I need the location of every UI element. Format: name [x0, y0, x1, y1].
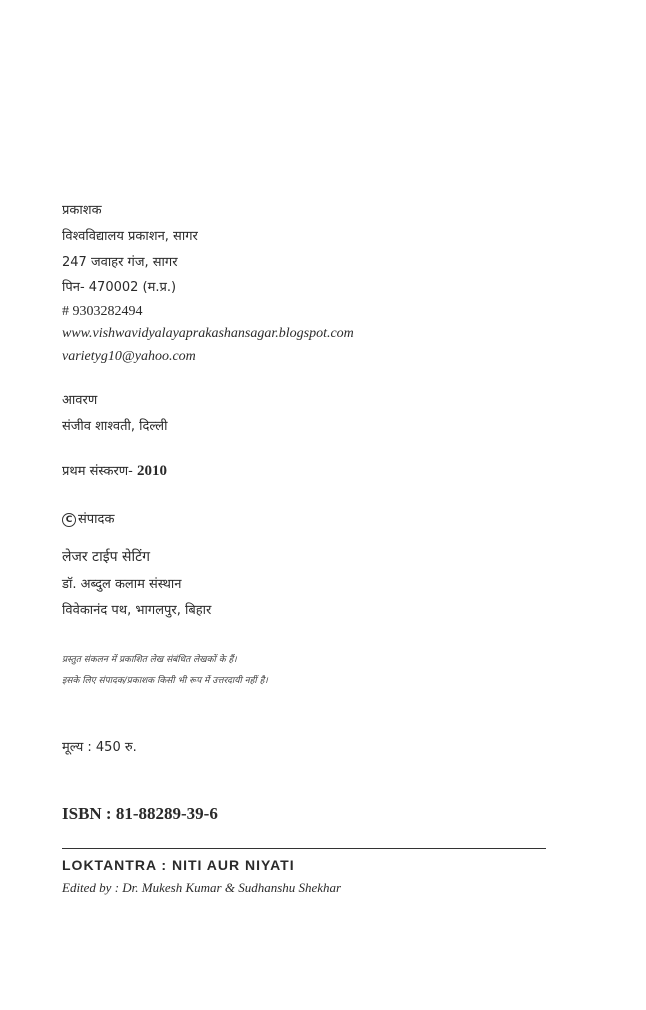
price: मूल्य : 450 रु.	[62, 740, 137, 755]
disclaimer-line-1: प्रस्तुत संकलन में प्रकाशित लेख संबंधित लेखकों के हैं।	[62, 655, 237, 665]
typesetting-name: डॉ. अब्दुल कलाम संस्थान	[62, 577, 182, 592]
publisher-website: www.vishwavidyalayaprakashansagar.blogspot.com	[62, 326, 354, 341]
publisher-name: विश्वविद्यालय प्रकाशन, सागर	[62, 229, 198, 244]
typesetting-address: विवेकानंद पथ, भागलपुर, बिहार	[62, 603, 212, 618]
publisher-phone: # 9303282494	[62, 304, 143, 319]
edition-line	[62, 463, 167, 480]
copyright-icon: C	[62, 513, 76, 527]
copyright-line	[62, 512, 114, 528]
publisher-heading: प्रकाशक	[62, 203, 102, 218]
cover-heading: आवरण	[62, 393, 98, 408]
publisher-address: 247 जवाहर गंज, सागर	[62, 255, 178, 270]
isbn: ISBN : 81-88289-39-6	[62, 804, 218, 823]
disclaimer-line-2: इसके लिए संपादक/प्रकाशक किसी भी रूप में उत्तरदायी नहीं है।	[62, 676, 268, 686]
publisher-email: varietyg10@yahoo.com	[62, 349, 196, 364]
edition-label: प्रथम संस्करण-	[62, 464, 133, 479]
edition-year: 2010	[137, 463, 167, 479]
publisher-pin: पिन- 470002 (म.प्र.)	[62, 280, 177, 295]
copyright-holder: संपादक	[78, 512, 115, 527]
cover-artist: संजीव शाश्वती, दिल्ली	[62, 419, 168, 434]
book-editors: Edited by : Dr. Mukesh Kumar & Sudhanshu Shekhar	[62, 880, 342, 895]
typesetting-heading: लेजर टाईप सेटिंग	[62, 549, 151, 565]
divider-rule	[62, 848, 546, 849]
book-title: LOKTANTRA : NITI AUR NIYATI	[62, 857, 295, 873]
